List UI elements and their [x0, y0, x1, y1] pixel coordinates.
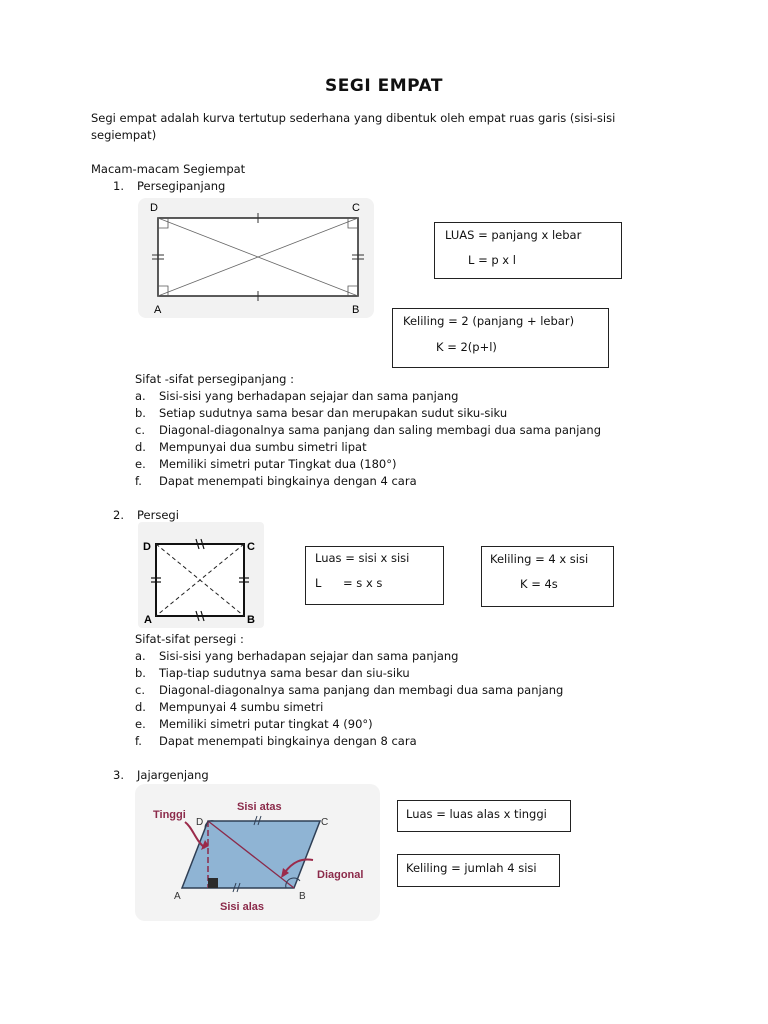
- rect-luas-formula: LUAS = panjang x lebar: [445, 228, 582, 242]
- para-keliling-formula: Keliling = jumlah 4 sisi: [406, 861, 537, 875]
- square-luas-formula: Luas = sisi x sisi: [315, 551, 410, 565]
- para-luas-formula: Luas = luas alas x tinggi: [406, 807, 547, 821]
- parallelogram-label-sisi-alas: Sisi alas: [220, 901, 265, 913]
- square-vertex-a: A: [144, 614, 152, 626]
- square-figure: [138, 522, 264, 628]
- square-vertex-c: C: [247, 541, 255, 553]
- rect-luas-box: [434, 222, 622, 279]
- section-1-title: Persegipanjang: [137, 179, 226, 193]
- parallelogram-vertex-a: A: [174, 891, 181, 902]
- square-luas-symbol: L: [315, 576, 322, 590]
- para-luas-box: [397, 800, 571, 832]
- parallelogram-vertex-d: D: [196, 817, 204, 828]
- parallelogram-diagram: [135, 784, 380, 921]
- section-1-number: 1.: [113, 179, 124, 193]
- section-2-title: Persegi: [137, 508, 179, 522]
- list-item: c. Diagonal-diagonalnya sama panjang dan membagi dua sama panjang: [135, 683, 564, 697]
- rect-keliling-short: K = 2(p+l): [436, 340, 497, 354]
- list-item: b. Setiap sudutnya sama besar dan merupakan sudut siku-siku: [135, 406, 508, 420]
- square-luas-box: [305, 546, 444, 605]
- parallelogram-label-tinggi: Tinggi: [153, 809, 186, 821]
- list-item: e. Memiliki simetri putar Tingkat dua (180°): [135, 457, 397, 471]
- list-item: a. Sisi-sisi yang berhadapan sejajar dan sama panjang: [135, 389, 459, 403]
- square-vertex-b: B: [247, 614, 255, 626]
- square-diagram: [138, 522, 264, 628]
- square-keliling-formula: Keliling = 4 x sisi: [490, 552, 589, 566]
- rect-vertex-b: B: [352, 304, 360, 316]
- square-keliling-short: K = 4s: [520, 577, 558, 591]
- section-3-title: Jajargenjang: [137, 768, 209, 782]
- rectangle-diagram: [138, 198, 374, 318]
- para-keliling-box: [397, 854, 560, 887]
- list-item: b. Tiap-tiap sudutnya sama besar dan siu-siku: [135, 666, 410, 680]
- square-props-list: [135, 649, 563, 751]
- section-2-number: 2.: [113, 508, 124, 522]
- parallelogram-vertex-b: B: [299, 891, 306, 902]
- section-2-heading: [113, 508, 179, 522]
- square-props-heading: Sifat-sifat persegi :: [135, 632, 244, 646]
- square-vertex-d: D: [143, 541, 151, 553]
- list-item: c. Diagonal-diagonalnya sama panjang dan saling membagi dua sama panjang: [135, 423, 602, 437]
- section-1-heading: [113, 179, 225, 193]
- rect-keliling-formula: Keliling = 2 (panjang + lebar): [403, 314, 575, 328]
- rect-keliling-box: [392, 308, 609, 368]
- intro-line-1: Segi empat adalah kurva tertutup sederhana yang dibentuk oleh empat ruas garis (sisi-sisi: [91, 111, 616, 125]
- rect-props-list: [135, 389, 601, 491]
- list-item: d. Mempunyai dua sumbu simetri lipat: [135, 440, 367, 454]
- list-item: e. Memiliki simetri putar tingkat 4 (90°): [135, 717, 373, 731]
- rect-props-heading: Sifat -sifat persegipanjang :: [135, 372, 295, 386]
- list-item: d. Mempunyai 4 sumbu simetri: [135, 700, 324, 714]
- parallelogram-label-diagonal: Diagonal: [317, 869, 364, 881]
- section-3-heading: [113, 768, 209, 782]
- section-3-number: 3.: [113, 768, 124, 782]
- rect-luas-short: L = p x l: [468, 253, 516, 267]
- parallelogram-vertex-c: C: [321, 817, 329, 828]
- intro-line-2: segiempat): [91, 128, 157, 142]
- list-item: f. Dapat menempati bingkainya dengan 8 cara: [135, 734, 417, 748]
- square-luas-short: = s x s: [343, 576, 383, 590]
- rect-vertex-d: D: [150, 202, 158, 214]
- rect-vertex-c: C: [352, 202, 360, 214]
- page-title: SEGI EMPAT: [325, 76, 443, 96]
- parallelogram-label-sisi-atas: Sisi atas: [237, 801, 282, 813]
- list-item: f. Dapat menempati bingkainya dengan 4 cara: [135, 474, 417, 488]
- list-item: a. Sisi-sisi yang berhadapan sejajar dan sama panjang: [135, 649, 459, 663]
- kinds-heading: Macam-macam Segiempat: [91, 162, 246, 176]
- rectangle-figure: [138, 198, 374, 318]
- rect-vertex-a: A: [154, 304, 162, 316]
- parallelogram-figure: [135, 784, 380, 921]
- square-keliling-box: [481, 546, 614, 607]
